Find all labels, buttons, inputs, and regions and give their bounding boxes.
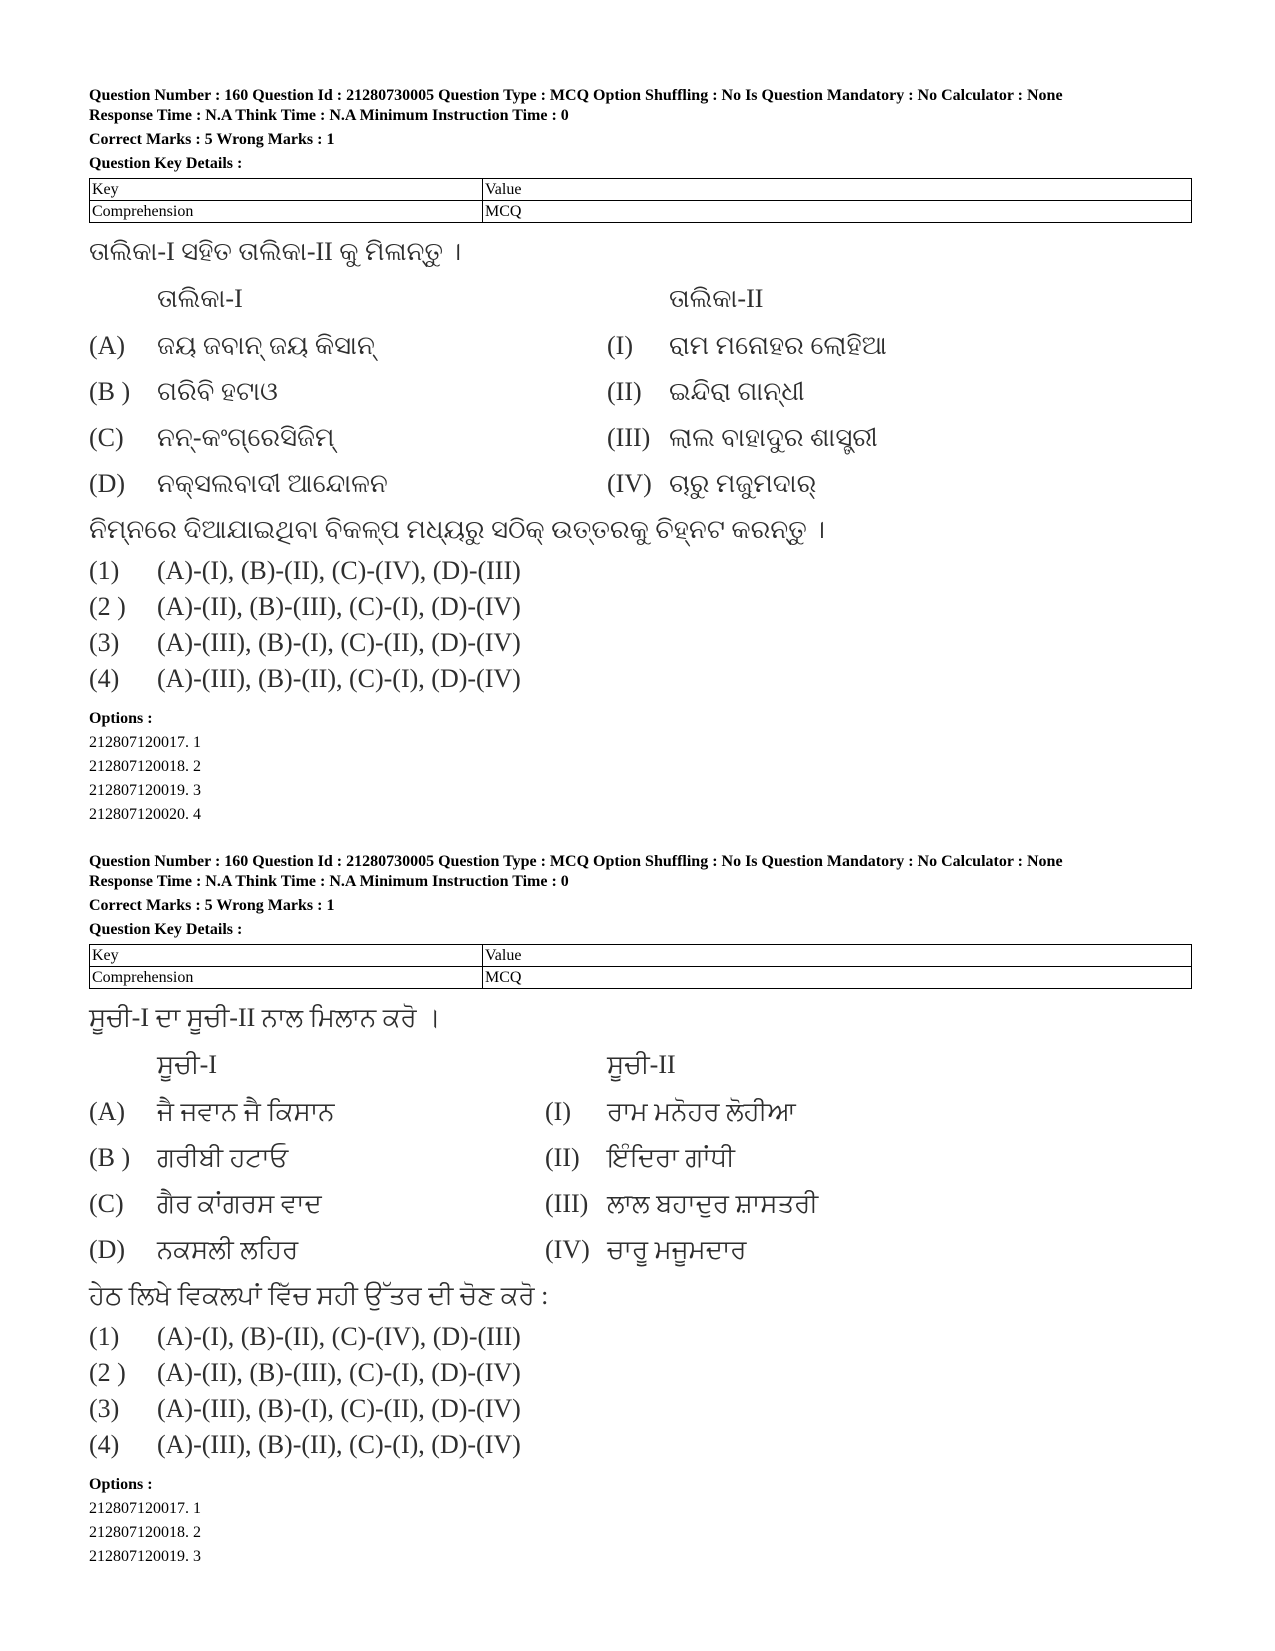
row-label: (A) xyxy=(89,331,126,360)
table-header-key: Key xyxy=(90,179,483,201)
answer-choice xyxy=(89,1319,1189,1355)
option-item: 212807120017. 1 xyxy=(89,734,201,751)
question-timing-line: Response Time : N.A Think Time : N.A Minimum Instruction Time : 0 xyxy=(89,107,569,124)
choice-number: (4) xyxy=(89,1430,120,1459)
row-name: ଲାଲ ବାହାଦୁର ଶାସ୍ତ୍ରୀ xyxy=(669,423,878,452)
question-content xyxy=(89,229,1189,697)
table-header-value: Value xyxy=(483,179,1192,201)
choice-number: (1) xyxy=(89,1322,120,1351)
question-block-2 xyxy=(89,852,1189,1569)
row-name: ରାମ ମନୋହର ଲୋହିଆ xyxy=(669,331,887,360)
question-content xyxy=(89,995,1189,1463)
choice-number: (1) xyxy=(89,556,120,585)
match-row xyxy=(89,323,1189,369)
question-meta-line: Question Number : 160 Question Id : 21280730005 Question Type : MCQ Option Shuffling : No Is Question Mandatory : No Calculator : None xyxy=(89,87,1063,104)
row-name: ਚਾਰੂ ਮਜੂਮਦਾਰ xyxy=(607,1235,747,1264)
question-timing-line: Response Time : N.A Think Time : N.A Minimum Instruction Time : 0 xyxy=(89,873,569,890)
row-name: ਇੰਦਿਰਾ ਗਾਂਧੀ xyxy=(607,1143,735,1172)
row-label: (D) xyxy=(89,1235,126,1264)
row-name: ଚାରୁ ମଜୁମଦାର୍ xyxy=(669,469,817,498)
option-item: 212807120018. 2 xyxy=(89,1524,201,1541)
list1-title: ਸੂਚੀ-I xyxy=(157,1050,217,1079)
row-roman: (III) xyxy=(607,423,651,452)
choice-text: (A)-(III), (B)-(II), (C)-(I), (D)-(IV) xyxy=(157,664,521,693)
list-headings xyxy=(89,1041,1189,1089)
table-cell-value: MCQ xyxy=(483,201,1192,223)
table-header-row xyxy=(90,179,1192,201)
option-item: 212807120019. 3 xyxy=(89,782,201,799)
row-text: ନକ୍ସଲବାଦୀ ଆନ୍ଦୋଳନ xyxy=(157,469,388,498)
match-row xyxy=(89,1181,1189,1227)
row-text: ਨਕਸਲੀ ਲਹਿਰ xyxy=(157,1235,299,1264)
options-label: Options : xyxy=(89,710,153,727)
table-cell-key: Comprehension xyxy=(90,967,483,989)
answer-choice xyxy=(89,589,1189,625)
choose-instruction: ନିମ୍ନରେ ଦିଆଯାଇଥିବା ବିକଳ୍ପ ମଧ୍ୟରୁ ସଠିକ୍ ଉତ୍ତରକୁ ଚିହ୍ନଟ କରନ୍ତୁ । xyxy=(89,515,825,544)
row-name: ଇନ୍ଦିରା ଗାନ୍ଧୀ xyxy=(669,377,805,406)
table-cell-key: Comprehension xyxy=(90,201,483,223)
choice-text: (A)-(III), (B)-(I), (C)-(II), (D)-(IV) xyxy=(157,1394,521,1423)
option-item: 212807120018. 2 xyxy=(89,758,201,775)
answer-choice xyxy=(89,661,1189,697)
list1-title: ତାଲିକା-I xyxy=(157,284,243,313)
row-text: ਗਰੀਬੀ ਹਟਾਓ xyxy=(157,1143,289,1172)
list2-title: ତାଲିକା-II xyxy=(669,284,764,313)
list-headings xyxy=(89,275,1189,323)
marks-line: Correct Marks : 5 Wrong Marks : 1 xyxy=(89,131,335,148)
question-block-1 xyxy=(89,86,1189,827)
answer-choice xyxy=(89,625,1189,661)
row-roman: (IV) xyxy=(607,469,652,498)
choice-text: (A)-(III), (B)-(II), (C)-(I), (D)-(IV) xyxy=(157,1430,521,1459)
marks-line: Correct Marks : 5 Wrong Marks : 1 xyxy=(89,897,335,914)
choice-number: (2 ) xyxy=(89,592,126,621)
row-text: ନନ୍-କଂଗ୍ରେସିଜିମ୍ xyxy=(157,423,335,452)
row-label: (D) xyxy=(89,469,126,498)
key-details-label: Question Key Details : xyxy=(89,155,243,172)
match-row xyxy=(89,369,1189,415)
option-item: 212807120019. 3 xyxy=(89,1548,201,1565)
answer-choice xyxy=(89,553,1189,589)
row-label: (B ) xyxy=(89,1143,131,1172)
row-text: ਗੈਰ ਕਾਂਗਰਸ ਵਾਦ xyxy=(157,1189,322,1218)
table-row xyxy=(90,201,1192,223)
choice-text: (A)-(II), (B)-(III), (C)-(I), (D)-(IV) xyxy=(157,1358,521,1387)
row-text: ଜୟ ଜବାନ୍ ଜୟ କିସାନ୍ xyxy=(157,331,375,360)
match-row xyxy=(89,1227,1189,1273)
key-details-table xyxy=(89,178,1192,223)
table-cell-value: MCQ xyxy=(483,967,1192,989)
list2-title: ਸੂਚੀ-II xyxy=(607,1050,676,1079)
row-text: ଗରିବି ହଟାଓ xyxy=(157,377,278,406)
choice-number: (4) xyxy=(89,664,120,693)
option-item: 212807120017. 1 xyxy=(89,1500,201,1517)
table-header-value: Value xyxy=(483,945,1192,967)
answer-choice xyxy=(89,1355,1189,1391)
match-row xyxy=(89,415,1189,461)
choice-text: (A)-(III), (B)-(I), (C)-(II), (D)-(IV) xyxy=(157,628,521,657)
choice-number: (3) xyxy=(89,628,120,657)
row-name: ਰਾਮ ਮਨੋਹਰ ਲੋਹੀਆ xyxy=(607,1097,796,1126)
match-row xyxy=(89,1135,1189,1181)
table-header-key: Key xyxy=(90,945,483,967)
table-row xyxy=(90,967,1192,989)
row-roman: (I) xyxy=(545,1097,571,1126)
row-label: (B ) xyxy=(89,377,131,406)
answer-choice xyxy=(89,1427,1189,1463)
match-instruction: ତାଲିକା-I ସହିତ ତାଲିକା-II କୁ ମିଳାନ୍ତୁ । xyxy=(89,237,462,266)
choice-text: (A)-(I), (B)-(II), (C)-(IV), (D)-(III) xyxy=(157,1322,521,1351)
row-name: ਲਾਲ ਬਹਾਦੁਰ ਸ਼ਾਸਤਰੀ xyxy=(607,1189,819,1218)
answer-choice xyxy=(89,1391,1189,1427)
row-label: (C) xyxy=(89,1189,124,1218)
row-label: (A) xyxy=(89,1097,126,1126)
choice-text: (A)-(I), (B)-(II), (C)-(IV), (D)-(III) xyxy=(157,556,521,585)
choice-number: (2 ) xyxy=(89,1358,126,1387)
row-roman: (III) xyxy=(545,1189,589,1218)
row-roman: (II) xyxy=(607,377,642,406)
match-row xyxy=(89,1089,1189,1135)
choice-text: (A)-(II), (B)-(III), (C)-(I), (D)-(IV) xyxy=(157,592,521,621)
question-meta-line: Question Number : 160 Question Id : 21280730005 Question Type : MCQ Option Shuffling : No Is Question Mandatory : No Calculator : None xyxy=(89,853,1063,870)
key-details-table xyxy=(89,944,1192,989)
row-roman: (I) xyxy=(607,331,633,360)
match-instruction: ਸੂਚੀ-I ਦਾ ਸੂਚੀ-II ਨਾਲ ਮਿਲਾਨ ਕਰੋ । xyxy=(89,1003,441,1032)
choice-number: (3) xyxy=(89,1394,120,1423)
option-item: 212807120020. 4 xyxy=(89,806,201,823)
row-label: (C) xyxy=(89,423,124,452)
match-row xyxy=(89,461,1189,507)
row-roman: (II) xyxy=(545,1143,580,1172)
table-header-row xyxy=(90,945,1192,967)
row-roman: (IV) xyxy=(545,1235,590,1264)
choose-instruction: ਹੇਠ ਲਿਖੇ ਵਿਕਲਪਾਂ ਵਿੱਚ ਸਹੀ ਉੱਤਰ ਦੀ ਚੋਣ ਕਰੋ : xyxy=(89,1281,549,1310)
options-label: Options : xyxy=(89,1476,153,1493)
key-details-label: Question Key Details : xyxy=(89,921,243,938)
row-text: ਜੈ ਜਵਾਨ ਜੈ ਕਿਸਾਨ xyxy=(157,1097,335,1126)
